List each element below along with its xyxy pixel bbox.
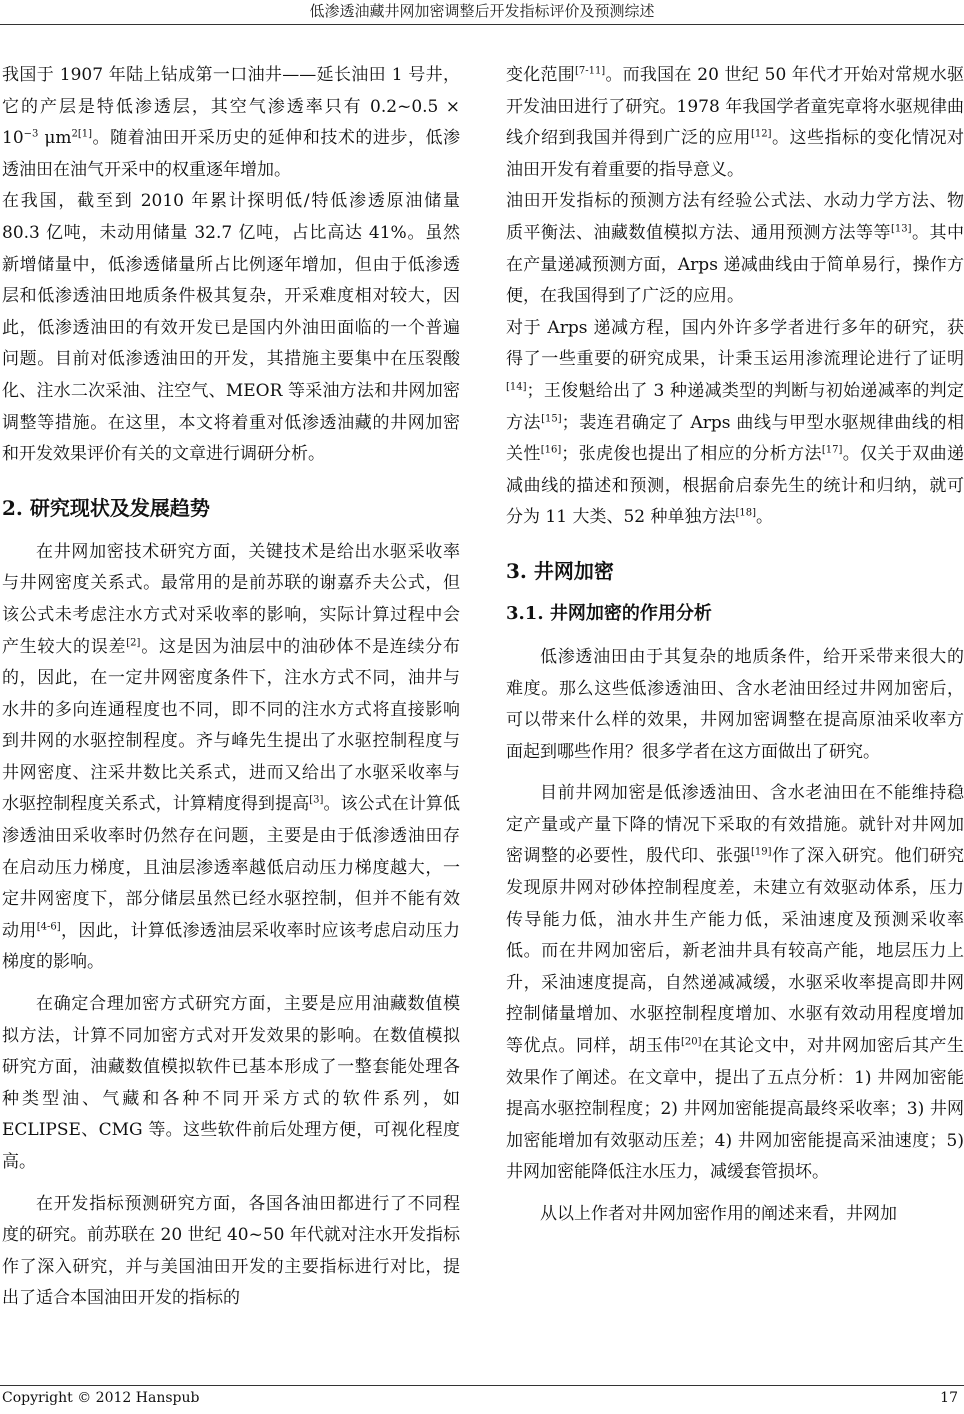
header-rule xyxy=(0,24,964,25)
footer-rule xyxy=(0,1385,964,1386)
paragraph-infill-method: 在确定合理加密方式研究方面，主要是应用油藏数值模拟方法，计算不同加密方式对开发效果的影响。在数值模拟研究方面，油藏数值模拟软件已基本形成了一整套能处理各种类型油、气藏和各种不同开采方式的软件系列，如 ECLIPSE、CMG 等。这些软件前后处理方便，可视化程度高。 xyxy=(2,994,460,1172)
paragraph-intro-1: 我国于 1907 年陆上钻成第一口油井——延长油田 1 号井，它的产层是特低渗透层，其空气渗透率只有 0.2~0.5 × $10^{-3}$ $\mu m^{2[1]}$。随着油田开采历史的延伸和技术的进步，低渗透油田在油气开采中的权重逐年增加。 xyxy=(2,65,461,180)
paragraph-infill-necessity: 目前井网加密是低渗透油田、含水老油田在不能维持稳定产量或产量下降的情况下采取的有效措施。就针对井网加密调整的必要性，殷代印、张强[19]作了深入研究。他们研究发现原井网对砂体控制程度差，未建立有效驱动体系，压力传导能力低，油水井生产能力低，采油速度及预测采收率低。而在井网加密后，新老油井具有较高产能，地层压力上升，采油速度提高，自然递减减缓，水驱采收率提高即井网控制储量增加、水驱控制程度增加、水驱有效动用程度增加等优点。同样，胡玉伟[20]在其论文中，对井网加密后其产生效果作了阐述。在文章中，提出了五点分析：1) 井网加密能提高水驱控制程度；2) 井网加密能提高最终采收率；3) 井网加密能增加有效驱动压差；4) 井网加密能提高采油速度；5) 井网加密能降低注水压力，减缓套管损坏。 xyxy=(506,783,964,1183)
copyright-notice: Copyright © 2012 Hanspub xyxy=(2,1390,200,1406)
subsection-heading-3-1: 3.1. 井网加密的作用分析 xyxy=(506,602,712,624)
paragraph-well-density: 在井网加密技术研究方面，关键技术是给出水驱采收率与井网密度关系式。最常用的是前苏联的谢嘉乔夫公式，但该公式未考虑注水方式对采收率的影响，实际计算过程中会产生较大的误差[2]。这是因为油层中的油砂体不是连续分布的，因此，在一定井网密度条件下，注水方式不同，油井与水井的多向连通程度也不同，即不同的注水方式将直接影响到井网的水驱控制程度。齐与峰先生提出了水驱控制程度与井网密度、注采井数比关系式，进而又给出了水驱采收率与水驱控制程度关系式，计算精度得到提高[3]。该公式在计算低渗透油田采收率时仍然存在问题，主要是由于低渗透油田存在启动压力梯度，且油层渗透率越低启动压力梯度越大，一定井网密度下，部分储层虽然已经水驱控制，但并不能有效动用[4-6]，因此，计算低渗透油层采收率时应该考虑启动压力梯度的影响。 xyxy=(2,541,461,973)
page-number: 17 xyxy=(940,1390,958,1406)
left-column xyxy=(2,60,460,1315)
paragraph-index-prediction: 在开发指标预测研究方面，各国各油田都进行了不同程度的研究。前苏联在 20 世纪 40~50 年代就对注水开发指标作了深入研究，并与美国油田开发的主要指标进行对比，提出了适合本国油田开发的指标的 xyxy=(2,1193,460,1309)
paragraph-prediction-methods: 油田开发指标的预测方法有经验公式法、水动力学方法、物质平衡法、油藏数值模拟方法、通用预测方法等等[13]。其中在产量递减预测方面，Arps 递减曲线由于简单易行，操作方便，在我国得到了广泛的应用。 xyxy=(506,191,964,307)
section-heading-2: 2. 研究现状及发展趋势 xyxy=(2,495,210,520)
paragraph-arps: 对于 Arps 递减方程，国内外许多学者进行多年的研究，获得了一些重要的研究成果，计秉玉运用渗流理论进行了证明[14]；王俊魁给出了 3 种递减类型的判断与初始递减率的判定方法[15]；裴连君确定了 Arps 曲线与甲型水驱规律曲线的相关性[16]；张虎俊也提出了相应的分析方法[17]。仅关于双曲递减曲线的描述和预测，根据俞启泰先生的统计和归纳，就可分为 11 大类、52 种单独方法[18]。 xyxy=(506,317,964,528)
paragraph-infill-effect-intro: 低渗透油田由于其复杂的地质条件，给开采带来很大的难度。那么这些低渗透油田、含水老油田经过井网加密后，可以带来什么样的效果，井网加密调整在提高原油采收率方面起到哪些作用？很多学者在这方面做出了研究。 xyxy=(506,646,964,762)
right-column xyxy=(506,60,964,1231)
paragraph-continued: 变化范围[7-11]。而我国在 20 世纪 50 年代才开始对常规水驱开发油田进行了研究。1978 年我国学者童宪章将水驱规律曲线介绍到我国并得到广泛的应用[12]。这些指标的变化情况对油田开发有着重要的指导意义。 xyxy=(506,65,964,180)
paragraph-intro-2: 在我国，截至到 2010 年累计探明低/特低渗透原油储量 80.3 亿吨，未动用储量 32.7 亿吨，占比高达 41%。虽然新增储量中，低渗透储量所占比例逐年增加，但由于低渗透层和低渗透油田地质条件极其复杂，开采难度相对较大，因此，低渗透油田的有效开发已是国内外油田面临的一个普遍问题。目前对低渗透油田的开发，其措施主要集中在压裂酸化、注水二次采油、注空气、MEOR 等采油方法和井网加密调整等措施。在这里，本文将着重对低渗透油藏的井网加密和开发效果评价有关的文章进行调研分析。 xyxy=(2,191,460,465)
section-heading-3: 3. 井网加密 xyxy=(506,558,614,583)
running-header: 低渗透油藏井网加密调整后开发指标评价及预测综述 xyxy=(309,2,655,20)
paragraph-conclusion-start: 从以上作者对井网加密作用的阐述来看，井网加 xyxy=(540,1204,897,1224)
